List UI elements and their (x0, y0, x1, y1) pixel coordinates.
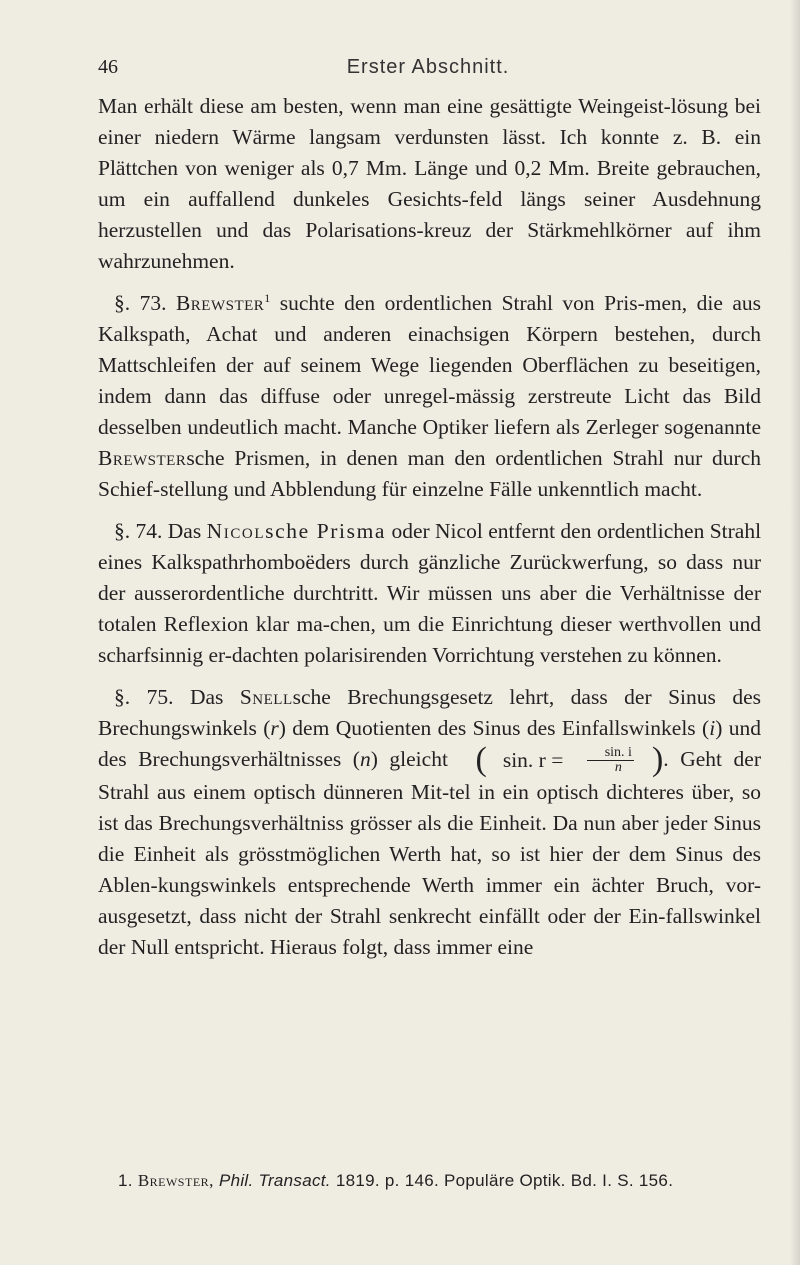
page-number: 46 (98, 56, 118, 78)
footnote-text: 1819. p. 146. Populäre Optik. Bd. I. S. 156. (335, 1171, 674, 1190)
footnote-journal: Phil. Transact. (218, 1171, 331, 1190)
author-brewster: Brewster (175, 291, 265, 315)
paragraph-73-text-a: suchte den ordentlichen Strahl von Pris-men, die aus Kalkspath, Achat und anderen einachsigen Körpern bestehen, durch Mattschleifen der auf seinem Wege liegenden Oberflächen zu beseitigen, indem dann das diffuse oder unregel-mässig zerstreute Licht das Bild desselben undeutlich macht. Manche Optiker liefern als Zerleger sogenannte (98, 291, 761, 439)
brewster-suffix: sche (186, 446, 225, 470)
nicol-prism-term: sche Prisma (265, 519, 387, 543)
var-n: n (359, 747, 371, 771)
snell-formula: ( sin. r = $\frac{\sin. i}{n}$ ) (475, 741, 664, 779)
nicol-name: Nicol (206, 519, 266, 543)
var-i: i (709, 716, 716, 740)
footnote-author: Brewster, (137, 1171, 214, 1190)
section-number-73: §. 73. (114, 291, 167, 315)
p75-text-c: ) und des Brechungsverhältnisses ( (98, 716, 761, 771)
author-brewster-adj: Brewster (98, 446, 187, 470)
formula-denominator: n (614, 759, 622, 775)
nicol-term: Nicol (435, 519, 483, 543)
snell-name: Snell (239, 685, 293, 709)
section-number-74: §. 74. (114, 519, 163, 543)
paragraph-74 (98, 516, 761, 671)
formula-lhs: sin. r = (502, 747, 564, 772)
footnote (118, 1171, 768, 1191)
paragraph-74-text: entfernt den ordentlichen Strahl eines Kalkspathrhomboëders durch gänzliche Zurückwerfung, so dass nur der ausserordentliche durchtritt. Wir müssen uns aber die Verhältnisse der totalen Reflexion klar ma-chen, um die Einrichtung dieser werthvollen und scharfsinnig er-dachten polarisirenden Vorrichtung verstehen zu können. (98, 519, 762, 667)
footnote-number: 1. (118, 1171, 133, 1190)
p75-text-d: ) gleicht (370, 747, 448, 771)
paragraph-75 (98, 682, 761, 963)
paragraph-1-text: Man erhält diese am besten, wenn man eine gesättigte Weingeist-lösung bei einer niedern Wärme langsam verdunsten lässt. Ich konnte z. B. ein Plättchen von weniger als 0,7 Mm. Länge und 0,2 Mm. Breite gebrauchen, um ein auffallend dunkeles Gesichts-feld längs seiner Ausdehnung herzustellen und das Polarisations-kreuz der Stärkmehlkörner auf ihm wahrzunehmen. (98, 94, 761, 273)
paragraph-1 (98, 91, 761, 277)
page-edge-shadow (790, 0, 800, 1265)
formula-numerator: sin. i (587, 746, 634, 761)
p75-lead: Das (189, 685, 224, 709)
footnote-mark: 1 (264, 290, 271, 305)
paragraph-73-text-b: Prismen, in denen man den ordentlichen Strahl nur durch Schief-stellung und Abblendung für einzelne Fälle unkenntlich macht. (98, 446, 762, 501)
p75-text-a: sche Brechungsgesetz lehrt, dass der Sinus des Brechungswinkels ( (98, 685, 762, 740)
p74-mid: oder (391, 519, 430, 543)
paragraph-73 (98, 288, 761, 505)
p75-text-b: ) dem Quotienten des Sinus des Einfallswinkels ( (278, 716, 710, 740)
running-title: Erster Abschnitt. (346, 56, 510, 78)
page-header (98, 56, 758, 86)
p74-lead: Das (167, 519, 202, 543)
section-number-75: §. 75. (114, 685, 174, 709)
var-r: r (270, 716, 279, 740)
p75-text-e: . Geht der Strahl aus einem optisch dünneren Mit-tel in ein optisch dichteres über, so ist das Brechungsverhältniss grösser als die Einheit. Da nun aber jeder Sinus die Einheit als grösstmöglichen Werth hat, so ist hier der dem Sinus des Ablen-kungswinkels entsprechende Werth immer ein ächter Bruch, vor-ausgesetzt, dass nicht der Strahl senkrecht einfällt oder der Ein-fallswinkel der Null entspricht. Hieraus folgt, dass immer eine (98, 747, 762, 959)
formula-fraction (587, 746, 634, 775)
page-body (98, 91, 761, 963)
